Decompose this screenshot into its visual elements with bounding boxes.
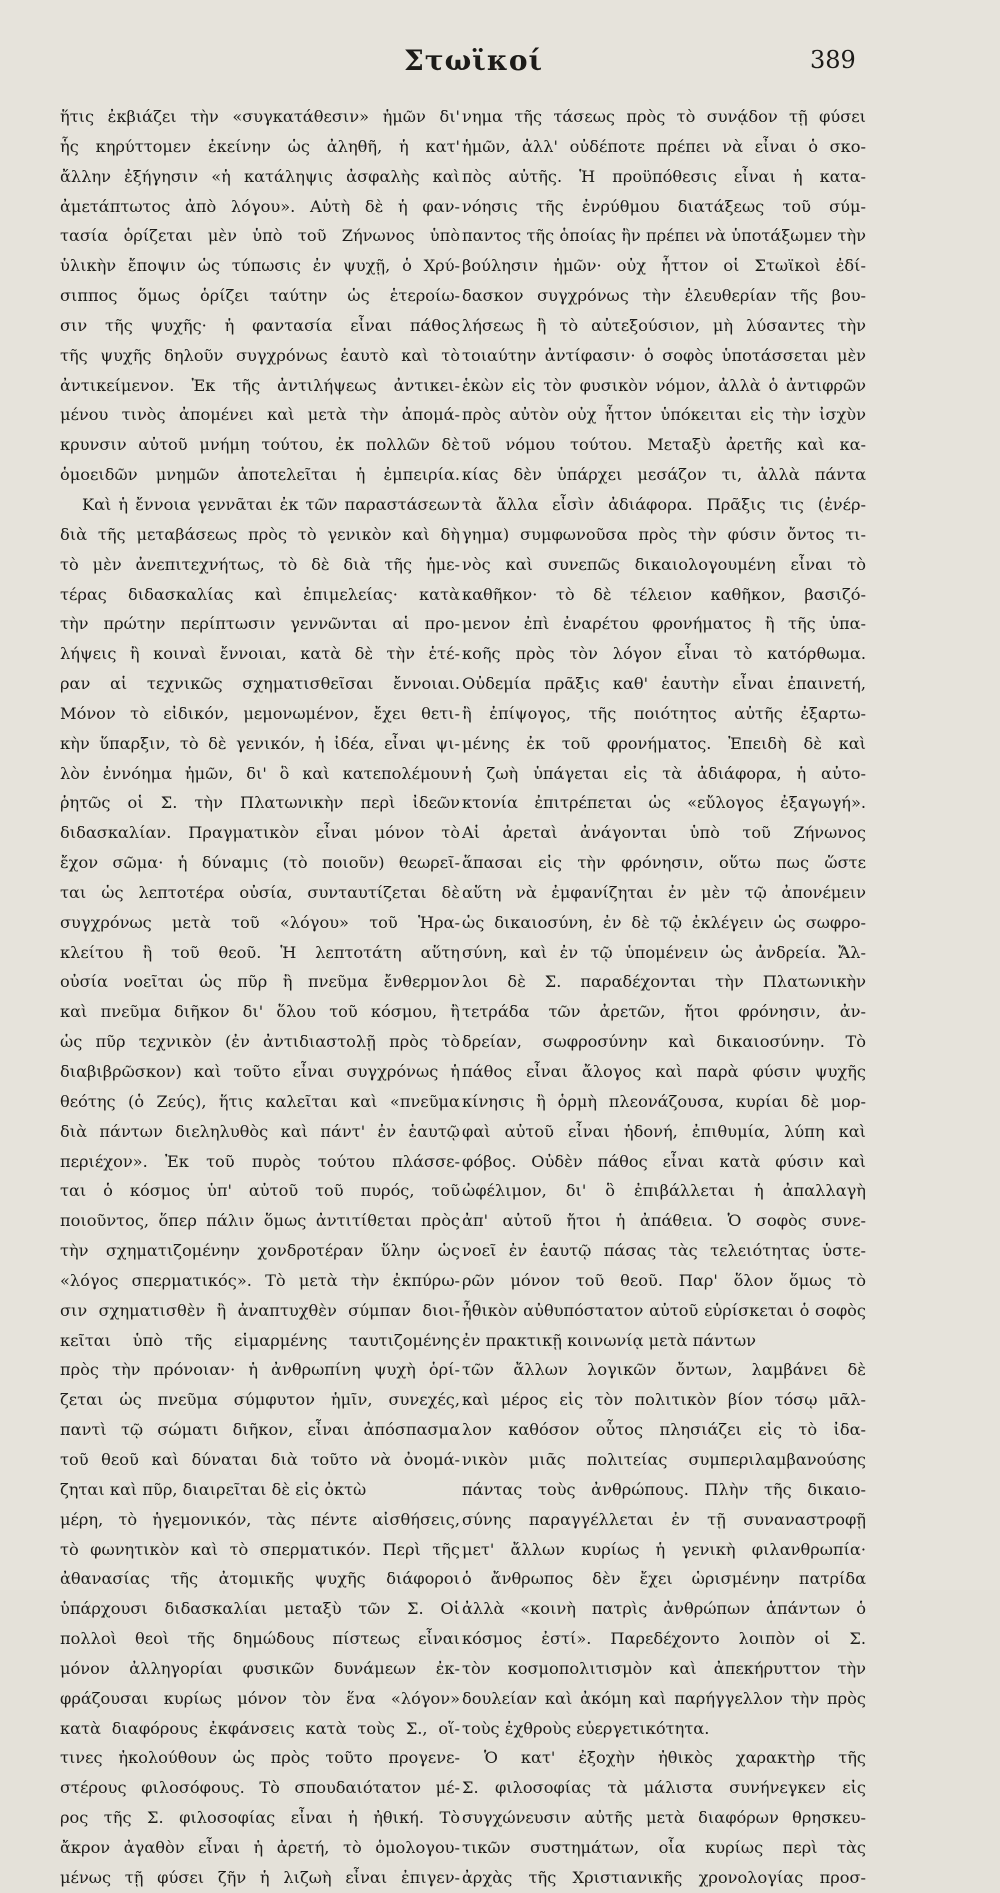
text-line: μένης ἐκ τοῦ φρονήματος. Ἐπειδὴ δὲ καὶ bbox=[462, 733, 866, 753]
text-line: φαὶ αὐτοῦ εἶναι ἡδονή, ἐπιθυμία, λύπη καὶ bbox=[462, 1121, 866, 1141]
text-line: πολλοὶ θεοὶ τῆς δημώδους πίστεως εἶναι bbox=[60, 1629, 460, 1649]
text-line: δασκον συγχρόνως τὴν ἐλευθερίαν τῆς βου- bbox=[462, 286, 866, 306]
text-line: δρείαν, σωφροσύνην καὶ δικαιοσύνην. Τὸ bbox=[462, 1032, 866, 1052]
text-line: τὸν κοσμοπολιτισμὸν καὶ ἀπεκήρυττον τὴν bbox=[462, 1658, 866, 1678]
text-line: ἥτις ἐκβιάζει τὴν «συγκατάθεσιν» ἡμῶν δι' bbox=[60, 107, 460, 126]
text-line: κρυνσιν αὐτοῦ μνήμη τούτου, ἐκ πολλῶν δὲ bbox=[60, 435, 460, 455]
text-line: τέρας διδασκαλίας καὶ ἐπιμελείας· κατὰ bbox=[60, 584, 460, 604]
text-line: κτονία ἐπιτρέπεται ὡς «εὔλογος ἐξαγωγή». bbox=[462, 793, 866, 813]
text-line: ἀντικείμενον. Ἐκ τῆς ἀντιλήψεως ἀντικει- bbox=[60, 375, 460, 395]
text-line: ὁμοειδῶν μνημῶν ἀποτελεῖται ἡ ἐμπειρία. bbox=[60, 465, 460, 485]
text-line: τὴν σχηματιζομένην χονδροτέραν ὕλην ὡς bbox=[60, 1241, 460, 1261]
text-line: ὡς πῦρ τεχνικὸν (ἐν ἀντιδιαστολῇ πρὸς τὸ bbox=[60, 1032, 460, 1052]
text-line: κεῖται ὑπὸ τῆς εἱμαρμένης ταυτιζομένης bbox=[60, 1330, 460, 1350]
text-line: σιππος ὅμως ὁρίζει ταύτην ὡς ἑτεροίω- bbox=[60, 286, 460, 306]
text-line: θεότης (ὁ Ζεύς), ἥτις καλεῖται καὶ «πνεῦμα bbox=[60, 1091, 460, 1111]
text-line: λήσεως ἢ τὸ αὐτεξούσιον, μὴ λύσαντες τὴν bbox=[462, 315, 866, 335]
text-line: ἦθικὸν αὐθυπόστατον αὐτοῦ εὑρίσκεται ὁ σοφὸς bbox=[462, 1300, 866, 1320]
text-line: στέρους φιλοσόφους. Τὸ σπουδαιότατον μέ- bbox=[60, 1778, 460, 1798]
text-line: ἀλλὰ «κοινὴ πατρὶς ἀνθρώπων ἁπάντων ὁ bbox=[462, 1599, 866, 1619]
text-line: τινες ἠκολούθουν ὡς πρὸς τοῦτο προγενε- bbox=[60, 1748, 460, 1768]
text-line: ρος τῆς Σ. φιλοσοφίας εἶναι ἡ ἠθική. Τὸ bbox=[60, 1808, 460, 1828]
text-line: κοῆς πρὸς τὸν λόγον εἶναι τὸ κατόρθωμα. bbox=[462, 644, 866, 664]
text-line: τοῦ θεοῦ καὶ δύναται διὰ τοῦτο νὰ ὀνομά- bbox=[60, 1449, 460, 1469]
text-line: ὁ ἄνθρωπος δὲν ἔχει ὡρισμένην πατρίδα bbox=[462, 1569, 866, 1589]
text-line: παντὶ τῷ σώματι διῆκον, εἶναι ἀπόσπασμα bbox=[60, 1420, 460, 1440]
text-line: σύνης παραγγέλλεται ἐν τῇ συναναστροφῇ bbox=[462, 1509, 866, 1529]
text-line: οὐσία νοεῖται ὡς πῦρ ἢ πνεῦμα ἔνθερμον bbox=[60, 972, 460, 992]
text-line: κίνησις ἢ ὁρμὴ πλεονάζουσα, κυρίαι δὲ μορ- bbox=[462, 1091, 866, 1111]
text-line: Μόνον τὸ εἰδικόν, μεμονωμένον, ἔχει θετι- bbox=[60, 703, 460, 723]
text-line: ἄκρον ἀγαθὸν εἶναι ἡ ἀρετή, τὸ ὁμολογου- bbox=[60, 1837, 460, 1857]
text-line: «λόγος σπερματικός». Τὸ μετὰ τὴν ἐκπύρω- bbox=[60, 1270, 460, 1290]
text-line: τὰ ἄλλα εἶσὶν ἀδιάφορα. Πρᾶξις τις (ἐνέρ- bbox=[462, 494, 866, 514]
text-line: ἀμετάπτωτος ἀπὸ λόγου». Αὐτὴ δὲ ἡ φαν- bbox=[60, 196, 460, 216]
text-line: τὴν πρώτην περίπτωσιν γεννῶνται αἱ προ- bbox=[60, 614, 460, 634]
text-line: μόνον ἀλληγορίαι φυσικῶν δυνάμεων ἐκ- bbox=[60, 1658, 460, 1678]
text-line: νοεῖ ἐν ἑαυτῷ πάσας τὰς τελειότητας ὑστε- bbox=[462, 1241, 866, 1261]
text-line: λήψεις ἢ κοιναὶ ἔννοιαι, κατὰ δὲ τὴν ἑτέ- bbox=[60, 644, 460, 664]
page-number: 389 bbox=[810, 46, 856, 74]
text-line: τοιαύτην ἀντίφασιν· ὁ σοφὸς ὑποτάσσεται μὲν bbox=[462, 345, 866, 365]
text-line: διαβιβρῶσκον) καὶ τοῦτο εἶναι συγχρόνως ἡ bbox=[60, 1062, 460, 1081]
text-line: Αἱ ἀρεταὶ ἀνάγονται ὑπὸ τοῦ Ζήνωνος bbox=[462, 823, 866, 843]
text-line: πρὸς αὐτὸν οὐχ ἧττον ὑπόκειται εἰς τὴν ἰσχὺν bbox=[462, 405, 866, 425]
text-line: τῶν ἄλλων λογικῶν ὄντων, λαμβάνει δὲ bbox=[462, 1360, 866, 1380]
text-line: τῆς ψυχῆς δηλοῦν συγχρόνως ἑαυτὸ καὶ τὸ bbox=[60, 345, 460, 365]
text-line: διὰ τῆς μεταβάσεως πρὸς τὸ γενικὸν καὶ δὴ bbox=[60, 524, 460, 544]
text-line: νημα τῆς τάσεως πρὸς τὸ συνᾴδον τῇ φύσει bbox=[462, 107, 866, 126]
text-line: ἀθανασίας τῆς ἀτομικῆς ψυχῆς διάφοροι bbox=[60, 1569, 460, 1589]
text-line: ὡς δικαιοσύνη, ἐν δὲ τῷ ἐκλέγειν ὡς σωφρο- bbox=[462, 912, 866, 932]
text-line: ἧς κηρύττομεν ἐκείνην ὡς ἀληθῆ, ἡ κατ' bbox=[60, 136, 460, 156]
text-line: μένου τινὸς ἀπομένει καὶ μετὰ τὴν ἀπομά- bbox=[60, 405, 460, 425]
text-line: κατὰ διαφόρους ἐκφάνσεις κατὰ τοὺς Σ., οἵ- bbox=[60, 1718, 460, 1738]
text-line: πάθος εἶναι ἄλογος καὶ παρὰ φύσιν ψυχῆς bbox=[462, 1062, 866, 1081]
text-line: τασία ὁρίζεται μὲν ὑπὸ τοῦ Ζήνωνος ὑπὸ bbox=[60, 226, 460, 246]
text-line: σιν τῆς ψυχῆς· ἡ φαντασία εἶναι πάθος bbox=[60, 315, 460, 335]
text-line: πρὸς τὴν πρόνοιαν· ἡ ἀνθρωπίνη ψυχὴ ὁρί- bbox=[60, 1360, 460, 1380]
text-line: κίας δὲν ὑπάρχει μεσάζον τι, ἀλλὰ πάντα bbox=[462, 465, 866, 485]
text-line: νὸς καὶ συνεπῶς δικαιολογουμένη εἶναι τὸ bbox=[462, 554, 866, 574]
text-line: καὶ μέρος εἰς τὸν πολιτικὸν βίον τόσῳ μᾶλ- bbox=[462, 1390, 866, 1410]
text-line: ρῶν μόνον τοῦ θεοῦ. Παρ' ὅλον ὅμως τὸ bbox=[462, 1270, 866, 1290]
text-line: πάντας τοὺς ἀνθρώπους. Πλὴν τῆς δικαιο- bbox=[462, 1479, 866, 1499]
text-line: σιν σχηματισθὲν ἢ ἀναπτυχθὲν σύμπαν διοι- bbox=[60, 1300, 460, 1320]
text-line: τετράδα τῶν ἀρετῶν, ἤτοι φρόνησιν, ἀν- bbox=[462, 1002, 866, 1022]
text-line: τοῦ νόμου τούτου. Μεταξὺ ἀρετῆς καὶ κα- bbox=[462, 435, 866, 455]
left-text-column bbox=[60, 102, 460, 1893]
text-line: τὸ μὲν ἀνεπιτεχνήτως, τὸ δὲ διὰ τῆς ἡμε- bbox=[60, 554, 460, 574]
text-line: διὰ πάντων διεληλυθὸς καὶ πάντ' ἐν ἑαυτῷ bbox=[60, 1121, 460, 1141]
text-line: ἄλλην ἐξήγησιν «ἡ κατάληψις ἀσφαλὴς καὶ bbox=[60, 166, 460, 186]
text-line: λοι δὲ Σ. παραδέχονται τὴν Πλατωνικὴν bbox=[462, 972, 866, 992]
text-line: τικῶν συστημάτων, οἷα κυρίως περὶ τὰς bbox=[462, 1837, 866, 1857]
text-line: ζεται ὡς πνεῦμα σύμφυτον ἡμῖν, συνεχές, bbox=[60, 1390, 460, 1410]
text-line: περιέχον». Ἐκ τοῦ πυρὸς τούτου πλάσσε- bbox=[60, 1151, 460, 1171]
text-line: ὠφέλιμον, δι' ὃ ἐπιβάλλεται ἡ ἀπαλλαγὴ bbox=[462, 1181, 866, 1201]
text-line: διδασκαλίαν. Πραγματικὸν εἶναι μόνον τὸ bbox=[60, 823, 460, 843]
text-line: λὸν ἐννόημα ἡμῶν, δι' ὃ καὶ κατεπολέμουν bbox=[60, 763, 460, 783]
text-line: ἀρχὰς τῆς Χριστιανικῆς χρονολογίας προσ- bbox=[462, 1867, 866, 1887]
text-line: ὑλικὴν ἔποψιν ὡς τύπωσις ἐν ψυχῇ, ὁ Χρύ- bbox=[60, 256, 460, 276]
text-line: ζηται καὶ πῦρ, διαιρεῖται δὲ εἰς ὀκτὼ bbox=[60, 1479, 367, 1499]
text-line: κλείτου ἢ τοῦ θεοῦ. Ἡ λεπτοτάτη αὕτη bbox=[60, 942, 460, 962]
text-line: ῥητῶς οἱ Σ. τὴν Πλατωνικὴν περὶ ἰδεῶν bbox=[60, 793, 460, 813]
text-line: ἑκὼν εἰς τὸν φυσικὸν νόμον, ἀλλὰ ὁ ἀντιφρῶν bbox=[462, 375, 866, 395]
text-line: συγχρόνως μετὰ τοῦ «λόγου» τοῦ Ἡρα- bbox=[60, 912, 460, 932]
text-line: ἀπ' αὐτοῦ ἤτοι ἡ ἀπάθεια. Ὁ σοφὸς συνε- bbox=[462, 1211, 866, 1231]
text-line: τὸ φωνητικὸν καὶ τὸ σπερματικόν. Περὶ τῆς bbox=[60, 1539, 460, 1559]
text-line: Ὁ κατ' ἐξοχὴν ἠθικὸς χαρακτὴρ τῆς bbox=[484, 1748, 866, 1768]
text-line: σύνη, καὶ ἐν τῷ ὑπομένειν ὡς ἀνδρεία. Ἄλ- bbox=[462, 942, 866, 962]
text-line: μένως τῇ φύσει ζῆν ἡ λιζωὴ εἶναι ἐπιγεν- bbox=[60, 1867, 460, 1887]
text-line: μενον ἐπὶ ἐναρέτου φρονήματος ἢ τῆς ὑπα- bbox=[462, 614, 866, 634]
text-line: ἢ ἐπίψογος, τῆς ποιότητος αὐτῆς ἐξαρτω- bbox=[462, 703, 866, 723]
text-line: δουλείαν καὶ ἀκόμη καὶ παρήγγελλον τὴν πρὸς bbox=[462, 1688, 866, 1708]
page-header bbox=[0, 44, 1000, 84]
text-line: ἡμῶν, ἀλλ' οὐδέποτε πρέπει νὰ εἶναι ὁ σκο- bbox=[462, 136, 866, 156]
text-line: φράζουσαι κυρίως μόνον τὸν ἕνα «λόγον» bbox=[60, 1688, 460, 1708]
text-line: Οὐδεμία πρᾶξις καθ' ἑαυτὴν εἶναι ἐπαινετή, bbox=[462, 674, 866, 694]
text-line: ραν αἱ τεχνικῶς σχηματισθεῖσαι ἔννοιαι. bbox=[60, 674, 460, 694]
text-line: γημα) συμφωνοῦσα πρὸς τὴν φύσιν ὄντος τι- bbox=[462, 524, 866, 544]
text-line: φόβος. Οὐδὲν πάθος εἶναι κατὰ φύσιν καὶ bbox=[462, 1151, 866, 1171]
text-line: μετ' ἄλλων κυρίως ἡ γενικὴ φιλανθρωπία· bbox=[462, 1539, 866, 1559]
text-line: ται ὁ κόσμος ὑπ' αὐτοῦ τοῦ πυρός, τοῦ bbox=[60, 1181, 460, 1201]
text-line: κόσμος ἐστί». Παρεδέχοντο λοιπὸν οἱ Σ. bbox=[462, 1629, 866, 1649]
text-line: πὸς αὐτῆς. Ἡ προϋπόθεσις εἶναι ἡ κατα- bbox=[462, 166, 866, 186]
text-line: αὕτη νὰ ἐμφανίζηται ἐν μὲν τῷ ἀπονέμειν bbox=[462, 882, 866, 902]
text-line: Καὶ ἡ ἔννοια γεννᾶται ἐκ τῶν παραστάσεων bbox=[82, 494, 460, 514]
text-line: βούλησιν ἡμῶν· οὐχ ἧττον οἱ Στωϊκοὶ ἐδί- bbox=[462, 256, 866, 276]
text-line: ὑπάρχουσι διδασκαλίαι μεταξὺ τῶν Σ. Οἱ bbox=[60, 1599, 460, 1619]
text-line: ἡ ζωὴ ὑπάγεται εἰς τὰ ἀδιάφορα, ἡ αὐτο- bbox=[462, 763, 866, 783]
text-line: ται ὡς λεπτοτέρα οὐσία, συνταυτίζεται δὲ bbox=[60, 882, 460, 902]
text-line: νικὸν μιᾶς πολιτείας συμπεριλαμβανούσης bbox=[462, 1449, 866, 1469]
text-line: συγχώνευσιν αὐτῆς μετὰ διαφόρων θρησκευ- bbox=[462, 1808, 866, 1828]
text-line: ἔχον σῶμα· ἡ δύναμις (τὸ ποιοῦν) θεωρεῖ- bbox=[60, 853, 460, 873]
text-line: καθῆκον· τὸ δὲ τέλειον καθῆκον, βασιζό- bbox=[462, 584, 866, 604]
text-line: ποιοῦντος, ὅπερ πάλιν ὅμως ἀντιτίθεται πρὸς bbox=[60, 1211, 460, 1231]
text-line: παντος τῆς ὁποίας ἢν πρέπει νὰ ὑποτάξωμεν τὴν bbox=[462, 226, 866, 246]
running-title: Στωϊκοί bbox=[404, 44, 544, 77]
text-line: νόησις τῆς ἐνρύθμου διατάξεως τοῦ σύμ- bbox=[462, 196, 866, 216]
text-line: ἐν πρακτικῇ κοινωνίᾳ μετὰ πάντων bbox=[462, 1330, 756, 1350]
text-line: κὴν ὕπαρξιν, τὸ δὲ γενικόν, ἡ ἰδέα, εἶναι ψι- bbox=[60, 733, 460, 753]
text-line: τοὺς ἐχθροὺς εὐεργετικότητα. bbox=[462, 1718, 710, 1738]
text-line: μέρη, τὸ ἡγεμονικόν, τὰς πέντε αἰσθήσεις, bbox=[60, 1509, 460, 1529]
text-line: λον καθόσον οὗτος πλησιάζει εἰς τὸ ἰδα- bbox=[462, 1420, 866, 1440]
text-line: Σ. φιλοσοφίας τὰ μάλιστα συνήνεγκεν εἰς bbox=[462, 1778, 866, 1798]
right-text-column bbox=[462, 102, 866, 1893]
text-line: καὶ πνεῦμα διῆκον δι' ὅλου τοῦ κόσμου, ἢ bbox=[60, 1002, 460, 1022]
text-line: ἅπασαι εἰς τὴν φρόνησιν, οὕτω πως ὥστε bbox=[462, 853, 866, 873]
